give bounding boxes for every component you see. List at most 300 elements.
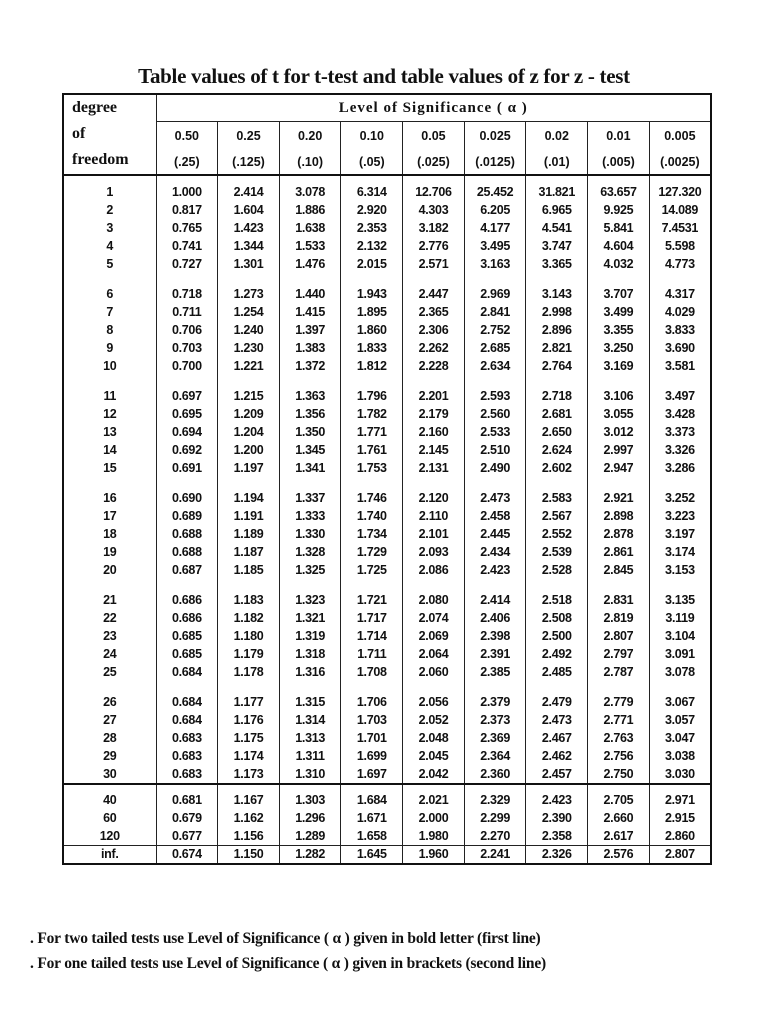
value-cell: 1.303 — [279, 784, 341, 809]
df-cell: 24 — [63, 645, 156, 663]
value-cell: 2.807 — [588, 627, 650, 645]
value-cell: 0.817 — [156, 201, 218, 219]
df-cell: 2 — [63, 201, 156, 219]
value-cell: 1.345 — [279, 441, 341, 459]
value-cell: 2.771 — [588, 711, 650, 729]
value-cell: 2.878 — [588, 525, 650, 543]
value-cell: 1.740 — [341, 507, 403, 525]
value-cell: 31.821 — [526, 175, 588, 201]
value-cell: 4.303 — [403, 201, 465, 219]
value-cell: 2.299 — [464, 809, 526, 827]
value-cell: 1.658 — [341, 827, 403, 846]
value-cell: 2.624 — [526, 441, 588, 459]
value-cell: 1.761 — [341, 441, 403, 459]
value-cell: 2.819 — [588, 609, 650, 627]
value-cell: 2.379 — [464, 686, 526, 711]
table-row — [63, 380, 711, 405]
one-tailed-alpha: (.125) — [218, 149, 280, 175]
table-row — [63, 278, 711, 303]
value-cell: 1.980 — [403, 827, 465, 846]
value-cell: 3.038 — [649, 747, 711, 765]
value-cell: 1.895 — [341, 303, 403, 321]
df-header-line-3: freedom — [72, 151, 129, 168]
value-cell: 2.997 — [588, 441, 650, 459]
value-cell: 3.497 — [649, 380, 711, 405]
table-row — [63, 809, 711, 827]
value-cell: 2.660 — [588, 809, 650, 827]
value-cell: 2.445 — [464, 525, 526, 543]
value-cell: 2.807 — [649, 846, 711, 865]
value-cell: 1.671 — [341, 809, 403, 827]
value-cell: 2.042 — [403, 765, 465, 784]
table-row — [63, 459, 711, 482]
value-cell: 1.833 — [341, 339, 403, 357]
value-cell: 1.344 — [218, 237, 280, 255]
value-cell: 1.771 — [341, 423, 403, 441]
value-cell: 6.965 — [526, 201, 588, 219]
value-cell: 1.167 — [218, 784, 280, 809]
value-cell: 3.143 — [526, 278, 588, 303]
value-cell: 2.021 — [403, 784, 465, 809]
value-cell: 2.821 — [526, 339, 588, 357]
value-cell: 2.681 — [526, 405, 588, 423]
value-cell: 1.350 — [279, 423, 341, 441]
value-cell: 1.315 — [279, 686, 341, 711]
table-body — [63, 175, 711, 864]
value-cell: 1.176 — [218, 711, 280, 729]
value-cell: 3.078 — [649, 663, 711, 686]
value-cell: 2.462 — [526, 747, 588, 765]
df-cell: 12 — [63, 405, 156, 423]
value-cell: 3.012 — [588, 423, 650, 441]
value-cell: 2.048 — [403, 729, 465, 747]
value-cell: 2.602 — [526, 459, 588, 482]
value-cell: 2.457 — [526, 765, 588, 784]
value-cell: 0.706 — [156, 321, 218, 339]
value-cell: 63.657 — [588, 175, 650, 201]
value-cell: 2.920 — [341, 201, 403, 219]
value-cell: 1.179 — [218, 645, 280, 663]
df-cell: 27 — [63, 711, 156, 729]
value-cell: 2.915 — [649, 809, 711, 827]
df-cell: 25 — [63, 663, 156, 686]
value-cell: 0.674 — [156, 846, 218, 865]
value-cell: 1.187 — [218, 543, 280, 561]
value-cell: 1.341 — [279, 459, 341, 482]
value-cell: 1.289 — [279, 827, 341, 846]
value-cell: 1.301 — [218, 255, 280, 278]
df-cell: 5 — [63, 255, 156, 278]
value-cell: 3.169 — [588, 357, 650, 380]
table-row — [63, 686, 711, 711]
value-cell: 1.173 — [218, 765, 280, 784]
df-cell: 11 — [63, 380, 156, 405]
value-cell: 0.683 — [156, 729, 218, 747]
value-cell: 1.796 — [341, 380, 403, 405]
value-cell: 0.692 — [156, 441, 218, 459]
value-cell: 1.282 — [279, 846, 341, 865]
value-cell: 2.779 — [588, 686, 650, 711]
value-cell: 1.699 — [341, 747, 403, 765]
value-cell: 3.581 — [649, 357, 711, 380]
value-cell: 2.685 — [464, 339, 526, 357]
value-cell: 2.364 — [464, 747, 526, 765]
table-row — [63, 507, 711, 525]
note-two-tailed: . For two tailed tests use Level of Significance ( α ) given in bold letter (first line) — [30, 930, 541, 947]
value-cell: 1.397 — [279, 321, 341, 339]
value-cell: 4.604 — [588, 237, 650, 255]
value-cell: 1.706 — [341, 686, 403, 711]
value-cell: 2.447 — [403, 278, 465, 303]
value-cell: 0.686 — [156, 609, 218, 627]
df-cell: 9 — [63, 339, 156, 357]
value-cell: 2.650 — [526, 423, 588, 441]
df-cell: 21 — [63, 584, 156, 609]
two-tailed-alpha: 0.01 — [588, 122, 650, 150]
value-cell: 2.539 — [526, 543, 588, 561]
df-cell: 15 — [63, 459, 156, 482]
value-cell: 2.326 — [526, 846, 588, 865]
value-cell: 1.753 — [341, 459, 403, 482]
value-cell: 1.197 — [218, 459, 280, 482]
value-cell: 3.499 — [588, 303, 650, 321]
value-cell: 3.747 — [526, 237, 588, 255]
table-row — [63, 405, 711, 423]
value-cell: 3.182 — [403, 219, 465, 237]
value-cell: 3.223 — [649, 507, 711, 525]
df-cell: 14 — [63, 441, 156, 459]
value-cell: 2.080 — [403, 584, 465, 609]
value-cell: 0.691 — [156, 459, 218, 482]
value-cell: 2.998 — [526, 303, 588, 321]
value-cell: 3.104 — [649, 627, 711, 645]
value-cell: 1.423 — [218, 219, 280, 237]
page-title: Table values of t for t-test and table values of z for z - test — [138, 64, 630, 88]
value-cell: 2.015 — [341, 255, 403, 278]
value-cell: 1.296 — [279, 809, 341, 827]
value-cell: 0.694 — [156, 423, 218, 441]
value-cell: 3.197 — [649, 525, 711, 543]
value-cell: 0.679 — [156, 809, 218, 827]
df-cell: 19 — [63, 543, 156, 561]
value-cell: 2.485 — [526, 663, 588, 686]
value-cell: 2.086 — [403, 561, 465, 584]
value-cell: 2.860 — [649, 827, 711, 846]
value-cell: 2.064 — [403, 645, 465, 663]
value-cell: 5.598 — [649, 237, 711, 255]
value-cell: 2.406 — [464, 609, 526, 627]
value-cell: 2.560 — [464, 405, 526, 423]
value-cell: 1.215 — [218, 380, 280, 405]
value-cell: 4.317 — [649, 278, 711, 303]
value-cell: 1.177 — [218, 686, 280, 711]
value-cell: 0.677 — [156, 827, 218, 846]
two-tailed-header-row — [63, 122, 711, 150]
value-cell: 0.765 — [156, 219, 218, 237]
value-cell: 1.711 — [341, 645, 403, 663]
two-tailed-alpha: 0.25 — [218, 122, 280, 150]
value-cell: 1.943 — [341, 278, 403, 303]
value-cell: 1.175 — [218, 729, 280, 747]
one-tailed-alpha: (.25) — [156, 149, 218, 175]
value-cell: 2.414 — [464, 584, 526, 609]
value-cell: 1.533 — [279, 237, 341, 255]
value-cell: 14.089 — [649, 201, 711, 219]
value-cell: 0.683 — [156, 765, 218, 784]
table-row — [63, 645, 711, 663]
value-cell: 2.069 — [403, 627, 465, 645]
value-cell: 2.093 — [403, 543, 465, 561]
df-cell: 120 — [63, 827, 156, 846]
value-cell: 2.473 — [526, 711, 588, 729]
value-cell: 1.254 — [218, 303, 280, 321]
value-cell: 4.773 — [649, 255, 711, 278]
df-cell: 10 — [63, 357, 156, 380]
df-cell: 60 — [63, 809, 156, 827]
table-row — [63, 219, 711, 237]
value-cell: 3.252 — [649, 482, 711, 507]
value-cell: 1.314 — [279, 711, 341, 729]
value-cell: 3.355 — [588, 321, 650, 339]
value-cell: 1.440 — [279, 278, 341, 303]
value-cell: 2.358 — [526, 827, 588, 846]
value-cell: 1.316 — [279, 663, 341, 686]
value-cell: 1.209 — [218, 405, 280, 423]
df-cell: 16 — [63, 482, 156, 507]
value-cell: 1.645 — [341, 846, 403, 865]
value-cell: 0.690 — [156, 482, 218, 507]
value-cell: 2.369 — [464, 729, 526, 747]
value-cell: 2.969 — [464, 278, 526, 303]
value-cell: 2.179 — [403, 405, 465, 423]
table-row — [63, 584, 711, 609]
value-cell: 1.174 — [218, 747, 280, 765]
value-cell: 1.330 — [279, 525, 341, 543]
value-cell: 2.241 — [464, 846, 526, 865]
one-tailed-alpha: (.0025) — [649, 149, 711, 175]
df-cell: 3 — [63, 219, 156, 237]
value-cell: 1.156 — [218, 827, 280, 846]
value-cell: 2.365 — [403, 303, 465, 321]
value-cell: 4.177 — [464, 219, 526, 237]
value-cell: 0.700 — [156, 357, 218, 380]
value-cell: 1.725 — [341, 561, 403, 584]
one-tailed-alpha: (.0125) — [464, 149, 526, 175]
table-row — [63, 423, 711, 441]
value-cell: 2.353 — [341, 219, 403, 237]
t-distribution-table — [62, 93, 712, 865]
value-cell: 1.185 — [218, 561, 280, 584]
value-cell: 1.729 — [341, 543, 403, 561]
value-cell: 2.528 — [526, 561, 588, 584]
value-cell: 2.764 — [526, 357, 588, 380]
value-cell: 1.356 — [279, 405, 341, 423]
table-row — [63, 237, 711, 255]
value-cell: 1.734 — [341, 525, 403, 543]
df-cell: 18 — [63, 525, 156, 543]
value-cell: 3.091 — [649, 645, 711, 663]
value-cell: 1.717 — [341, 609, 403, 627]
value-cell: 3.119 — [649, 609, 711, 627]
value-cell: 1.319 — [279, 627, 341, 645]
value-cell: 2.896 — [526, 321, 588, 339]
value-cell: 6.314 — [341, 175, 403, 201]
value-cell: 2.434 — [464, 543, 526, 561]
df-cell: 4 — [63, 237, 156, 255]
value-cell: 1.325 — [279, 561, 341, 584]
df-header — [63, 94, 156, 175]
value-cell: 1.746 — [341, 482, 403, 507]
table-row — [63, 441, 711, 459]
two-tailed-alpha: 0.50 — [156, 122, 218, 150]
value-cell: 3.365 — [526, 255, 588, 278]
table-row — [63, 525, 711, 543]
value-cell: 1.313 — [279, 729, 341, 747]
value-cell: 2.718 — [526, 380, 588, 405]
value-cell: 2.617 — [588, 827, 650, 846]
value-cell: 3.078 — [279, 175, 341, 201]
value-cell: 4.029 — [649, 303, 711, 321]
value-cell: 1.230 — [218, 339, 280, 357]
value-cell: 1.960 — [403, 846, 465, 865]
table-row — [63, 201, 711, 219]
value-cell: 2.160 — [403, 423, 465, 441]
value-cell: 0.727 — [156, 255, 218, 278]
value-cell: 0.703 — [156, 339, 218, 357]
value-cell: 2.262 — [403, 339, 465, 357]
table-row — [63, 729, 711, 747]
df-cell: 6 — [63, 278, 156, 303]
value-cell: 2.797 — [588, 645, 650, 663]
one-tailed-alpha: (.01) — [526, 149, 588, 175]
value-cell: 2.508 — [526, 609, 588, 627]
value-cell: 2.414 — [218, 175, 280, 201]
table-row — [63, 827, 711, 846]
table-row — [63, 175, 711, 201]
value-cell: 2.467 — [526, 729, 588, 747]
value-cell: 1.638 — [279, 219, 341, 237]
value-cell: 2.329 — [464, 784, 526, 809]
value-cell: 3.047 — [649, 729, 711, 747]
two-tailed-alpha: 0.025 — [464, 122, 526, 150]
value-cell: 2.045 — [403, 747, 465, 765]
value-cell: 2.705 — [588, 784, 650, 809]
value-cell: 1.318 — [279, 645, 341, 663]
df-cell: 29 — [63, 747, 156, 765]
value-cell: 2.752 — [464, 321, 526, 339]
value-cell: 2.947 — [588, 459, 650, 482]
value-cell: 1.415 — [279, 303, 341, 321]
value-cell: 1.333 — [279, 507, 341, 525]
table-row — [63, 561, 711, 584]
value-cell: 1.383 — [279, 339, 341, 357]
value-cell: 1.604 — [218, 201, 280, 219]
two-tailed-alpha: 0.05 — [403, 122, 465, 150]
value-cell: 1.221 — [218, 357, 280, 380]
df-cell: 20 — [63, 561, 156, 584]
table-row — [63, 255, 711, 278]
value-cell: 1.721 — [341, 584, 403, 609]
value-cell: 3.135 — [649, 584, 711, 609]
table-row — [63, 321, 711, 339]
value-cell: 0.688 — [156, 525, 218, 543]
table-row — [63, 609, 711, 627]
value-cell: 1.321 — [279, 609, 341, 627]
value-cell: 1.703 — [341, 711, 403, 729]
value-cell: 2.228 — [403, 357, 465, 380]
value-cell: 2.845 — [588, 561, 650, 584]
two-tailed-alpha: 0.02 — [526, 122, 588, 150]
value-cell: 2.787 — [588, 663, 650, 686]
note-one-tailed: . For one tailed tests use Level of Significance ( α ) given in brackets (second line) — [30, 955, 546, 972]
df-cell: 8 — [63, 321, 156, 339]
value-cell: 0.686 — [156, 584, 218, 609]
value-cell: 2.145 — [403, 441, 465, 459]
value-cell: 2.473 — [464, 482, 526, 507]
value-cell: 2.831 — [588, 584, 650, 609]
df-cell: 13 — [63, 423, 156, 441]
value-cell: 2.776 — [403, 237, 465, 255]
value-cell: 2.971 — [649, 784, 711, 809]
value-cell: 1.178 — [218, 663, 280, 686]
value-cell: 1.363 — [279, 380, 341, 405]
df-cell: 28 — [63, 729, 156, 747]
table-row — [63, 543, 711, 561]
df-cell: 17 — [63, 507, 156, 525]
value-cell: 2.056 — [403, 686, 465, 711]
value-cell: 2.576 — [588, 846, 650, 865]
value-cell: 1.183 — [218, 584, 280, 609]
table-row — [63, 846, 711, 865]
value-cell: 6.205 — [464, 201, 526, 219]
value-cell: 2.390 — [526, 809, 588, 827]
value-cell: 0.684 — [156, 711, 218, 729]
value-cell: 1.310 — [279, 765, 341, 784]
value-cell: 2.000 — [403, 809, 465, 827]
value-cell: 2.490 — [464, 459, 526, 482]
value-cell: 4.541 — [526, 219, 588, 237]
value-cell: 3.250 — [588, 339, 650, 357]
value-cell: 2.763 — [588, 729, 650, 747]
value-cell: 2.060 — [403, 663, 465, 686]
value-cell: 1.337 — [279, 482, 341, 507]
t-table-container — [62, 93, 712, 865]
value-cell: 1.701 — [341, 729, 403, 747]
df-cell: inf. — [63, 846, 156, 865]
value-cell: 7.4531 — [649, 219, 711, 237]
value-cell: 2.750 — [588, 765, 650, 784]
df-cell: 7 — [63, 303, 156, 321]
value-cell: 3.153 — [649, 561, 711, 584]
df-cell: 40 — [63, 784, 156, 809]
value-cell: 2.634 — [464, 357, 526, 380]
value-cell: 1.860 — [341, 321, 403, 339]
value-cell: 1.886 — [279, 201, 341, 219]
value-cell: 2.518 — [526, 584, 588, 609]
df-cell: 26 — [63, 686, 156, 711]
value-cell: 1.812 — [341, 357, 403, 380]
table-row — [63, 747, 711, 765]
value-cell: 2.423 — [464, 561, 526, 584]
one-tailed-alpha: (.10) — [279, 149, 341, 175]
value-cell: 2.423 — [526, 784, 588, 809]
value-cell: 0.695 — [156, 405, 218, 423]
value-cell: 2.306 — [403, 321, 465, 339]
value-cell: 1.714 — [341, 627, 403, 645]
value-cell: 1.240 — [218, 321, 280, 339]
table-row — [63, 711, 711, 729]
value-cell: 2.120 — [403, 482, 465, 507]
